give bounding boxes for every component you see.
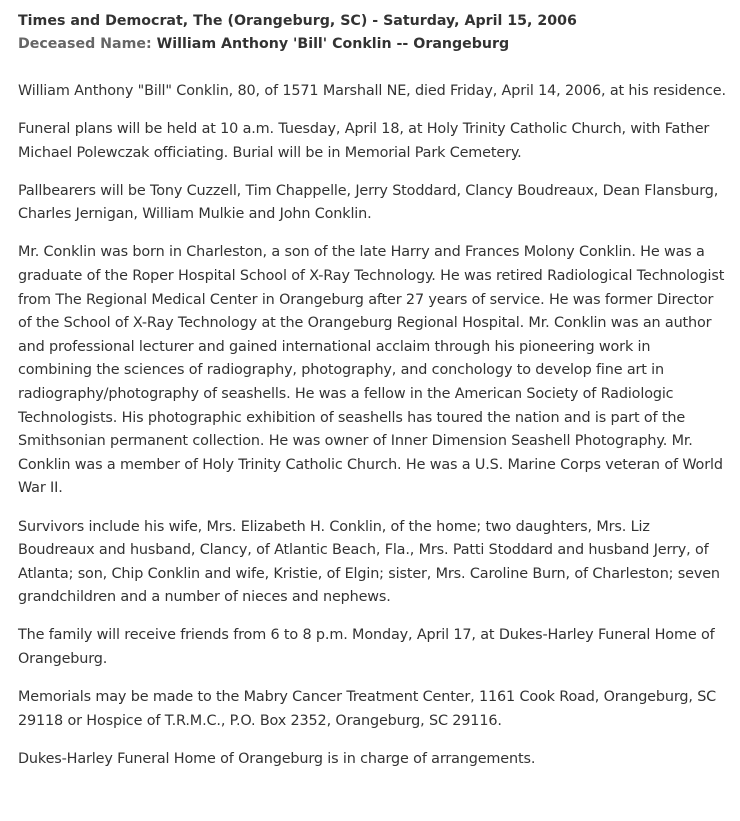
deceased-name-line [18, 33, 726, 56]
obituary-body [18, 80, 726, 771]
deceased-name-value: William Anthony 'Bill' Conklin -- Orangeburg [156, 36, 510, 52]
paragraph-survivors: Survivors include his wife, Mrs. Elizabeth H. Conklin, of the home; two daughters, Mrs. Liz Boudreaux and husband, Clancy, of Atlantic Beach, Fla., Mrs. Patti Stoddard and husband Jerry, of Atlanta; son, Chip Conklin and wife, Kristie, of Elgin; sister, Mrs. Caroline Burn, of Charleston; seven grandchildren and a number of nieces and nephews. [18, 518, 720, 606]
paragraph-pallbearers: Pallbearers will be Tony Cuzzell, Tim Chappelle, Jerry Stoddard, Clancy Boudreaux, Dean Flansburg, Charles Jernigan, William Mulkie and John Conklin. [18, 182, 719, 223]
paragraph-arrangements: Dukes-Harley Funeral Home of Orangeburg is in charge of arrangements. [18, 750, 536, 767]
deceased-name-label: Deceased Name: [18, 36, 152, 52]
paragraph-biography: Mr. Conklin was born in Charleston, a son of the late Harry and Frances Molony Conklin. He was a graduate of the Roper Hospital School of X-Ray Technology. He was retired Radiological Technologist from The Regional Medical Center in Orangeburg after 27 years of service. He was former Director of the School of X-Ray Technology at the Orangeburg Regional Hospital. Mr. Conklin was an author and professional lecturer and gained international acclaim through his pioneering work in combining the sciences of radiography, photography, and conchology to develop fine art in radiography/photography of seashells. He was a fellow in the American Society of Radiologic Technologists. His photographic exhibition of seashells has toured the nation and is part of the Smithsonian permanent collection. He was owner of Inner Dimension Seashell Photography. Mr. Conklin was a member of Holy Trinity Catholic Church. He was a U.S. Marine Corps veteran of World War II. [18, 244, 725, 497]
paragraph-death-notice: William Anthony "Bill" Conklin, 80, of 1571 Marshall NE, died Friday, April 14, 2006, at his residence. [18, 83, 726, 99]
paragraph-memorials: Memorials may be made to the Mabry Cancer Treatment Center, 1161 Cook Road, Orangeburg, SC 29118 or Hospice of T.R.M.C., P.O. Box 2352, Orangeburg, SC 29116. [18, 689, 717, 729]
paragraph-visitation: The family will receive friends from 6 to 8 p.m. Monday, April 17, at Dukes-Harley Funeral Home of Orangeburg. [18, 627, 715, 667]
obituary-header [18, 10, 726, 56]
paragraph-funeral-plans: Funeral plans will be held at 10 a.m. Tuesday, April 18, at Holy Trinity Catholic Church, with Father Michael Polewczak officiating. Burial will be in Memorial Park Cemetery. [18, 121, 710, 161]
source-line: Times and Democrat, The (Orangeburg, SC) - Saturday, April 15, 2006 [18, 13, 577, 29]
